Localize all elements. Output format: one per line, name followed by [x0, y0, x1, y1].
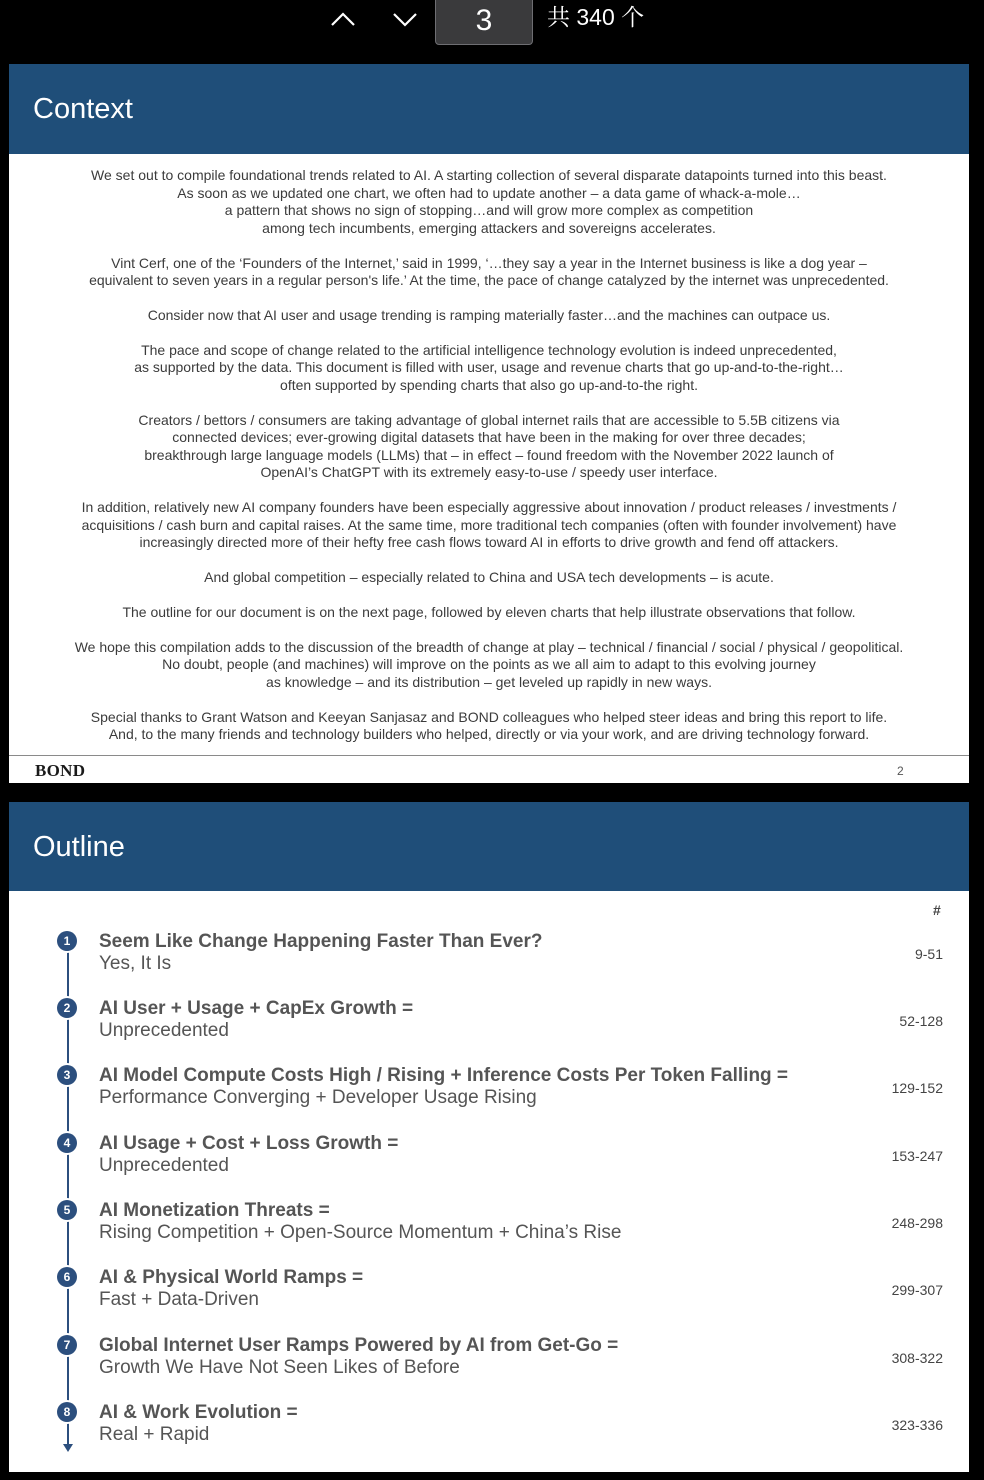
context-paragraph: Special thanks to Grant Watson and Keeyan Sanjasaz and BOND colleagues who helped steer ideas and bring this report to life. And, to the many friends and technology builders who helped, directly or via your work, and are driving technology forward.: [90, 708, 888, 743]
section-pages: 52-128: [899, 1013, 943, 1029]
section-number-badge: 5: [57, 1200, 77, 1220]
section-number-badge: 3: [57, 1065, 77, 1085]
section-number-badge: 4: [57, 1133, 77, 1153]
section-subtitle: Unprecedented: [99, 1155, 229, 1176]
section-subtitle: Real + Rapid: [99, 1424, 210, 1445]
slide-number: 2: [897, 764, 904, 778]
outline-item: [9, 1402, 969, 1462]
section-subtitle: Unprecedented: [99, 1020, 229, 1041]
context-paragraph: And global competition – especially related to China and USA tech developments – is acute.: [204, 569, 774, 586]
outline-item: [9, 1065, 969, 1125]
outline-item: [9, 1200, 969, 1260]
slide-context: [9, 64, 969, 783]
context-paragraph: We set out to compile foundational trends related to AI. A starting collection of several disparate datapoints turned into this beast. As soon as we updated one chart, we often had to update another – a data game of whack-a-mole… a pattern that shows no sign of stopping…and will grow more complex as competition among tech incumbents, emerging attackers and sovereigns accelerates.: [91, 167, 887, 236]
section-subtitle: Fast + Data-Driven: [99, 1289, 259, 1310]
context-paragraph: The pace and scope of change related to the artificial intelligence technology evolution is indeed unprecedented, as supported by the data. This document is filled with user, usage and revenue charts that go up-and-to-the-right… often supported by spending charts that also go up-and-to-the right.: [134, 341, 844, 393]
section-title: AI & Physical World Ramps =: [99, 1267, 364, 1288]
section-title: AI Monetization Threats =: [99, 1200, 330, 1221]
page-total-label: 共 340 个: [547, 4, 645, 30]
section-title: Seem Like Change Happening Faster Than Ever?: [99, 931, 543, 952]
outline-item: [9, 1133, 969, 1193]
next-page-button[interactable]: [385, 4, 425, 34]
section-subtitle: Rising Competition + Open-Source Momentum + China’s Rise: [99, 1222, 622, 1243]
context-paragraph: In addition, relatively new AI company founders have been especially aggressive about innovation / product releases / investments / acquisitions / cash burn and capital raises. At the same time, more traditional tech companies (often with founder involvement) have increasingly directed more of their hefty free cash flows toward AI in efforts to drive growth and fend off attackers.: [81, 499, 897, 551]
context-body: [9, 167, 969, 761]
previous-page-button[interactable]: [323, 4, 363, 34]
section-subtitle: Growth We Have Not Seen Likes of Before: [99, 1357, 460, 1378]
slide-header: [9, 802, 969, 891]
section-title: Global Internet User Ramps Powered by AI from Get-Go =: [99, 1335, 619, 1356]
slide-title: Context: [33, 93, 133, 125]
outline-item: [9, 931, 969, 991]
pages-column-header: #: [933, 902, 941, 918]
section-title: AI Usage + Cost + Loss Growth =: [99, 1133, 399, 1154]
section-pages: 299-307: [891, 1282, 943, 1298]
outline-item: [9, 998, 969, 1058]
chevron-down-icon: [392, 11, 418, 27]
section-number-badge: 1: [57, 931, 77, 951]
section-title: AI Model Compute Costs High / Rising + Inference Costs Per Token Falling =: [99, 1065, 789, 1086]
section-number-badge: 8: [57, 1402, 77, 1422]
context-paragraph: Consider now that AI user and usage trending is ramping materially faster…and the machines can outpace us.: [147, 306, 831, 323]
section-number-badge: 7: [57, 1335, 77, 1355]
section-pages: 9-51: [914, 946, 943, 962]
chevron-up-icon: [330, 11, 356, 27]
section-pages: 248-298: [891, 1215, 943, 1231]
slide-header: [9, 64, 969, 154]
section-pages: 323-336: [891, 1417, 943, 1433]
context-paragraph: The outline for our document is on the next page, followed by eleven charts that help illustrate observations that follow.: [122, 604, 856, 620]
viewer-toolbar: [0, 0, 984, 60]
section-number-badge: 2: [57, 998, 77, 1018]
slide-outline: [9, 802, 969, 1472]
footer-divider: [9, 755, 969, 756]
bond-logo: BOND: [35, 761, 86, 780]
section-subtitle: Yes, It Is: [99, 953, 172, 974]
section-subtitle: Performance Converging + Developer Usage Rising: [99, 1087, 537, 1108]
page-number-input[interactable]: 3: [435, 0, 533, 45]
section-pages: 308-322: [891, 1350, 943, 1366]
outline-item: [9, 1335, 969, 1395]
section-title: AI & Work Evolution =: [99, 1402, 298, 1423]
section-pages: 129-152: [891, 1080, 943, 1096]
context-paragraph: Creators / bettors / consumers are taking advantage of global internet rails that are accessible to 5.5B citizens via connected devices; ever-growing digital datasets that have been in the making for over three decades; breakthrough large language models (LLMs) that – in effect – found freedom with the November 2022 launch of OpenAI’s ChatGPT with its extremely easy-to-use / speedy user interface.: [138, 411, 840, 481]
section-title: AI User + Usage + CapEx Growth =: [99, 998, 414, 1019]
context-paragraph: Vint Cerf, one of the ‘Founders of the Internet,’ said in 1999, ‘…they say a year in the Internet business is like a dog year – equivalent to seven years in a regular person's life.’ At the time, the pace of change catalyzed by the internet was unprecedented.: [89, 254, 889, 289]
section-number-badge: 6: [57, 1267, 77, 1287]
outline-item: [9, 1267, 969, 1327]
section-pages: 153-247: [891, 1148, 943, 1164]
context-paragraph: We hope this compilation adds to the discussion of the breadth of change at play – technical / financial / social / physical / geopolitical. No doubt, people (and machines) will improve on the points as we all aim to adapt to this evolving journey as knowledge – and its distribution – get leveled up rapidly in new ways.: [74, 638, 904, 690]
slide-title: Outline: [33, 831, 125, 863]
